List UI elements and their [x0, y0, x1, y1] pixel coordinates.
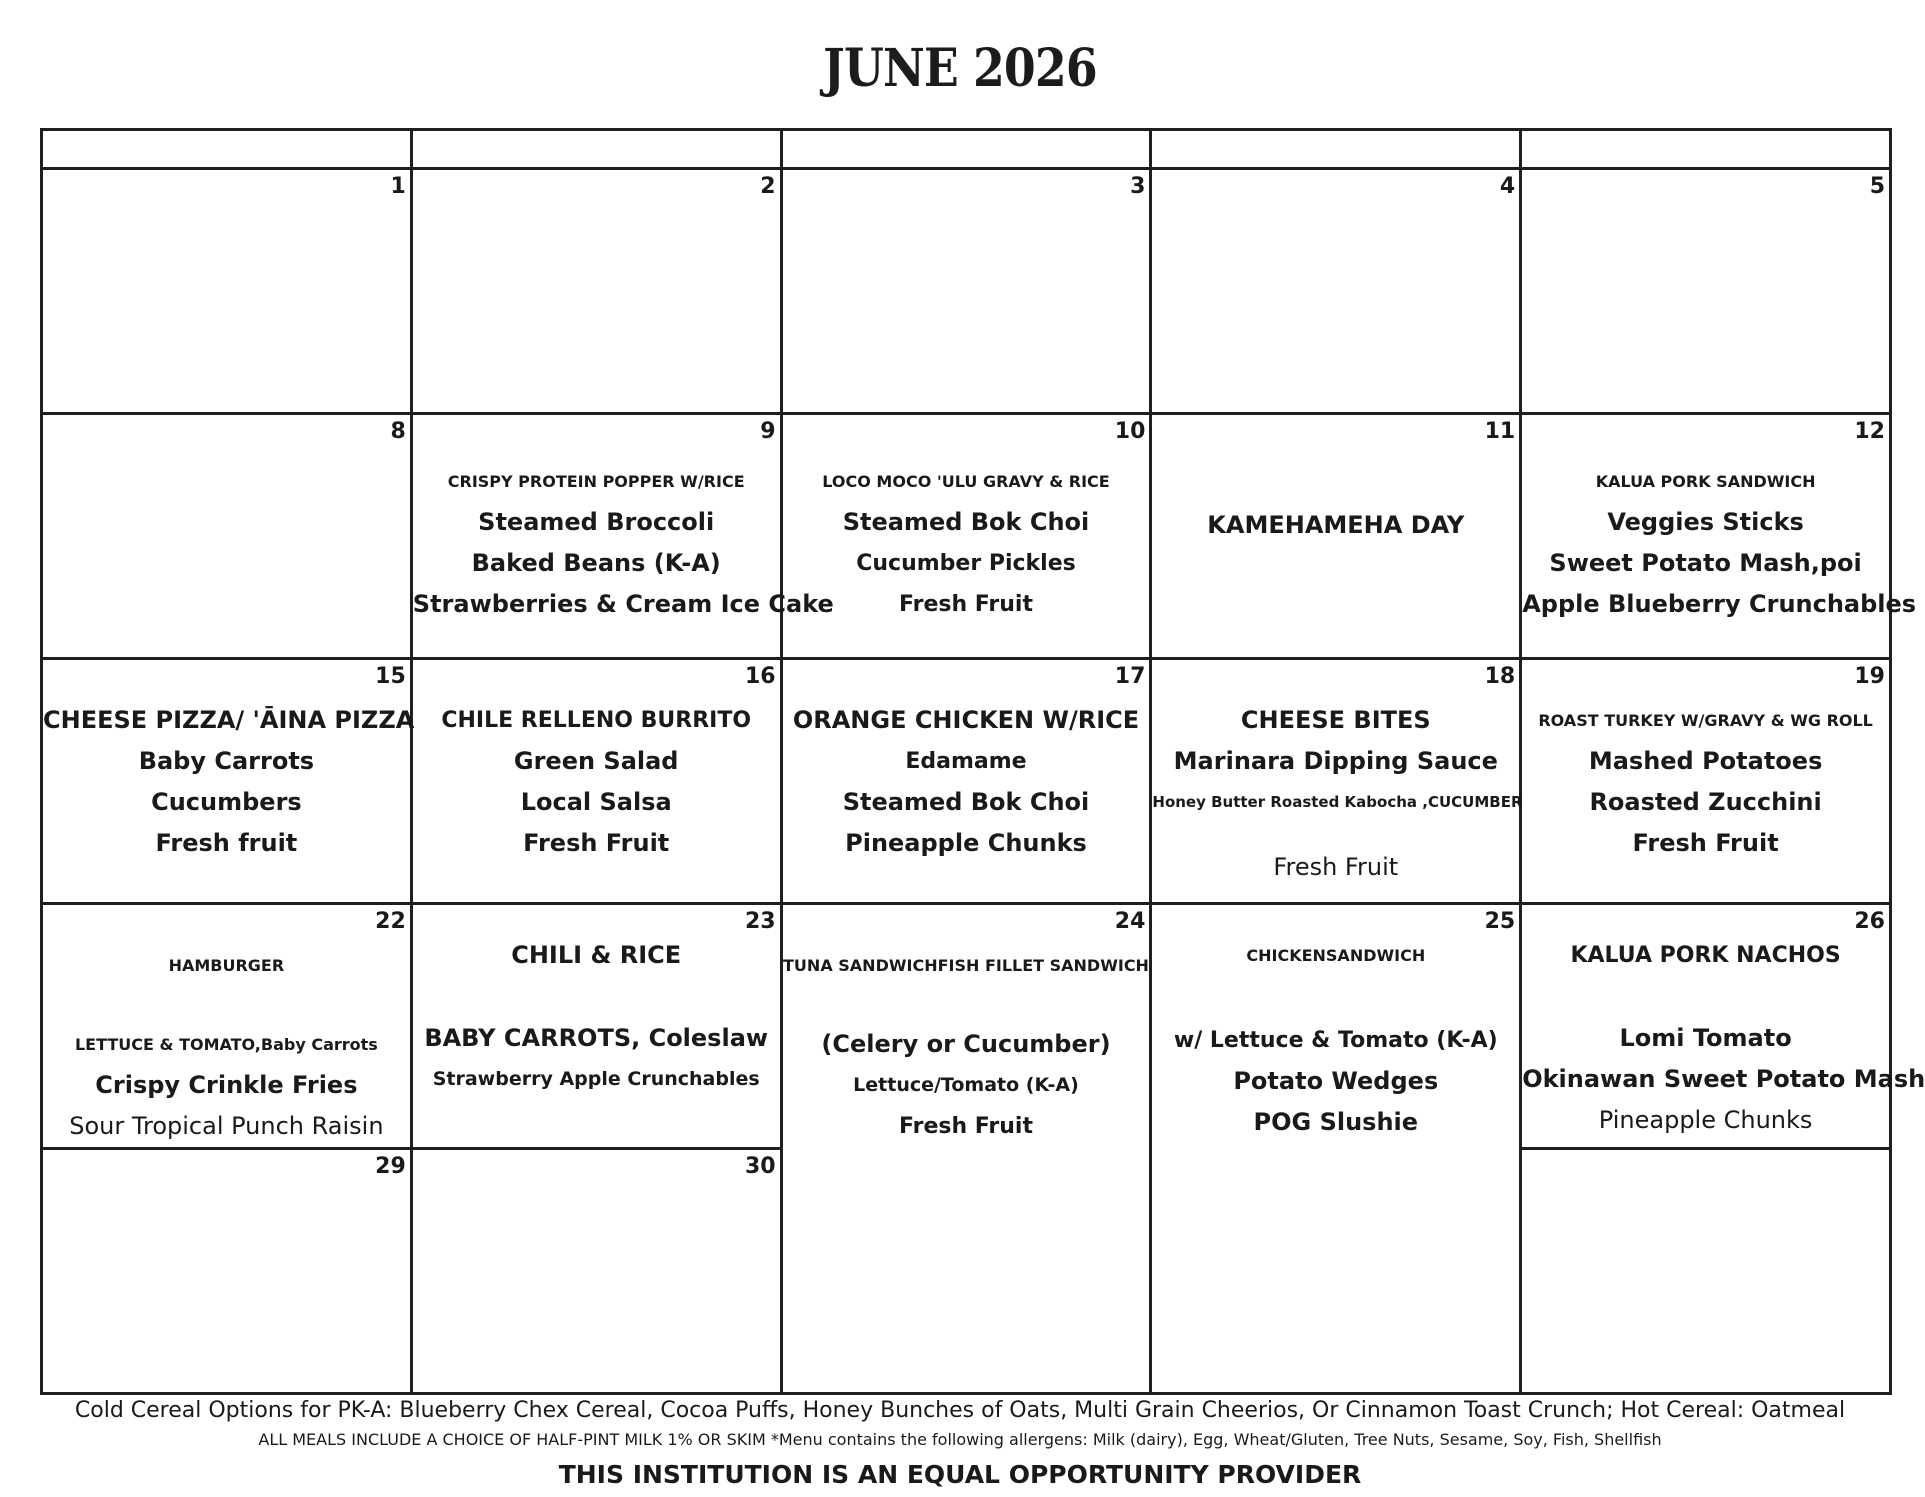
menu-item: Marinara Dipping Sauce	[1173, 747, 1498, 775]
day-number: 24	[1114, 909, 1146, 934]
menu-list	[1522, 935, 1925, 1141]
menu-item: Steamed Broccoli	[478, 508, 715, 536]
menu-item: LETTUCE & TOMATO,Baby Carrots	[74, 1035, 378, 1054]
menu-item: Pineapple Chunks	[1598, 1106, 1813, 1134]
day-cell-10	[781, 414, 1151, 659]
day-cell-empty	[1521, 1149, 1891, 1394]
weekday-header-row	[42, 130, 1891, 169]
day-number: 3	[1130, 174, 1146, 199]
day-number: 16	[744, 664, 776, 689]
day-cell-30	[411, 1149, 781, 1394]
day-cell-8	[42, 414, 412, 659]
day-cell-18	[1151, 659, 1521, 904]
menu-item: Pineapple Chunks	[845, 829, 1087, 857]
day-cell-17	[781, 659, 1151, 904]
menu-item: Okinawan Sweet Potato Mash	[1522, 1065, 1925, 1093]
menu-item: Apple Blueberry Crunchables	[1522, 590, 1917, 618]
day-number: 18	[1484, 664, 1516, 689]
day-cell-19	[1521, 659, 1891, 904]
menu-list	[1522, 700, 1889, 864]
milk-allergen-note: ALL MEALS INCLUDE A CHOICE OF HALF-PINT MILK 1% OR SKIM *Menu contains the following allergens: Milk (dairy), Egg, Wheat/Gluten, Tree Nuts, Sesame, Soy, Fish, Shellfish	[258, 1430, 1662, 1449]
menu-item: Fresh Fruit	[898, 592, 1033, 617]
weekday-header-cell	[1151, 130, 1521, 169]
menu-item: Potato Wedges	[1233, 1067, 1439, 1095]
day-cell-11	[1151, 414, 1521, 659]
menu-list	[43, 945, 410, 1147]
menu-item: Roasted Zucchini	[1589, 788, 1822, 816]
day-number: 29	[375, 1154, 406, 1179]
menu-list	[413, 935, 780, 1100]
day-number: 11	[1484, 419, 1516, 444]
menu-item: Strawberries & Cream Ice Cake	[412, 590, 834, 618]
day-cell-25	[1151, 904, 1521, 1394]
menu-item: Green Salad	[513, 747, 679, 775]
weekday-header-cell	[411, 130, 781, 169]
menu-item: Lomi Tomato	[1619, 1024, 1792, 1052]
menu-item: Fresh Fruit	[1632, 829, 1779, 857]
day-number: 5	[1869, 174, 1885, 199]
menu-item: Lettuce/Tomato (K-A)	[853, 1074, 1079, 1096]
week-row	[42, 169, 1891, 414]
menu-list	[43, 700, 415, 864]
day-cell-5	[1521, 169, 1891, 414]
menu-item: Cucumbers	[151, 788, 302, 816]
menu-list	[413, 700, 780, 864]
menu-list	[783, 700, 1150, 864]
menu-item: Edamame	[905, 749, 1027, 774]
menu-item: POG Slushie	[1253, 1108, 1419, 1136]
menu-item: Sweet Potato Mash,poi	[1549, 549, 1862, 577]
day-number: 9	[760, 419, 776, 444]
day-number: 23	[744, 909, 776, 934]
menu-list	[1152, 700, 1523, 888]
menu-item: w/ Lettuce & Tomato (K-A)	[1173, 1028, 1498, 1053]
menu-list	[1152, 935, 1519, 1143]
menu-entree: CHEESE PIZZA/ 'ĀINA PIZZA	[43, 706, 415, 734]
week-row	[42, 414, 1891, 659]
day-cell-3	[781, 169, 1151, 414]
menu-entree: KALUA PORK SANDWICH	[1595, 472, 1816, 491]
menu-entree: CHICKENSANDWICH	[1246, 946, 1426, 965]
equal-opportunity-note: THIS INSTITUTION IS AN EQUAL OPPORTUNITY PROVIDER	[558, 1460, 1362, 1489]
week-row	[42, 659, 1891, 904]
menu-item: Fresh fruit	[155, 829, 298, 857]
day-number: 15	[375, 664, 406, 689]
menu-item: Baby Carrots	[138, 747, 315, 775]
menu-item: Local Salsa	[520, 788, 672, 816]
menu-item: Steamed Bok Choi	[842, 788, 1090, 816]
menu-entree: CHILI & RICE	[511, 941, 682, 969]
menu-item: Strawberry Apple Crunchables	[432, 1068, 760, 1090]
cereal-options-note: Cold Cereal Options for PK-A: Blueberry Chex Cereal, Cocoa Puffs, Honey Bunches of Oats, Multi Grain Cheerios, Or Cinnamon Toast Crunch; Hot Cereal: Oatmeal	[74, 1398, 1846, 1423]
day-cell-24	[781, 904, 1151, 1394]
day-cell-16	[411, 659, 781, 904]
weekday-header-cell	[781, 130, 1151, 169]
menu-item: Fresh Fruit	[898, 1114, 1033, 1139]
menu-item: (Celery or Cucumber)	[821, 1030, 1111, 1058]
day-number: 22	[375, 909, 406, 934]
menu-item: Crispy Crinkle Fries	[95, 1071, 358, 1099]
page-title: JUNE 2026	[823, 38, 1097, 99]
menu-item: Veggies Sticks	[1607, 508, 1804, 536]
day-cell-12	[1521, 414, 1917, 659]
day-number: 12	[1854, 419, 1885, 444]
day-number: 8	[390, 419, 406, 444]
menu-entree: ROAST TURKEY W/GRAVY & WG ROLL	[1538, 711, 1873, 730]
menu-list	[412, 461, 834, 625]
menu-item: Cucumber Pickles	[856, 551, 1076, 576]
day-number: 30	[744, 1154, 776, 1179]
day-cell-2	[411, 169, 781, 414]
day-cell-15	[42, 659, 415, 904]
day-cell-26	[1521, 904, 1925, 1149]
menu-item: Baked Beans (K-A)	[471, 549, 721, 577]
day-cell-22	[42, 904, 412, 1149]
holiday-label: KAMEHAMEHA DAY	[1207, 511, 1465, 539]
menu-entree: TUNA SANDWICHFISH FILLET SANDWICH	[783, 956, 1149, 975]
menu-entree: HAMBURGER	[168, 956, 285, 975]
day-cell-29	[42, 1149, 412, 1394]
menu-item: Fresh Fruit	[523, 829, 670, 857]
menu-list	[783, 945, 1150, 1147]
day-cell-4	[1151, 169, 1521, 414]
menu-item: Fresh Fruit	[1273, 853, 1399, 881]
day-number: 17	[1114, 664, 1146, 689]
menu-item: Steamed Bok Choi	[842, 508, 1090, 536]
menu-entree: CHEESE BITES	[1240, 706, 1431, 734]
menu-list	[783, 461, 1150, 625]
menu-item: Mashed Potatoes	[1588, 747, 1823, 775]
menu-entree: LOCO MOCO 'ULU GRAVY & RICE	[822, 472, 1110, 491]
menu-item: Honey Butter Roasted Kabocha ,CUCUMBER	[1152, 793, 1523, 811]
day-cell-23	[411, 904, 781, 1149]
day-cell-9	[411, 414, 834, 659]
day-number: 4	[1499, 174, 1516, 199]
weekday-header-cell	[42, 130, 412, 169]
day-number: 25	[1484, 909, 1516, 934]
menu-entree: CHILE RELLENO BURRITO	[441, 708, 752, 733]
day-cell-1	[42, 169, 412, 414]
menu-item: BABY CARROTS, Coleslaw	[424, 1024, 769, 1052]
week-row	[42, 904, 1891, 1149]
menu-entree: CRISPY PROTEIN POPPER W/RICE	[447, 472, 745, 491]
day-number: 1	[390, 174, 406, 199]
day-number: 19	[1854, 664, 1885, 689]
weekday-header-cell	[1521, 130, 1891, 169]
day-number: 2	[760, 174, 776, 199]
menu-list	[1152, 505, 1519, 546]
menu-entree: ORANGE CHICKEN W/RICE	[792, 706, 1140, 734]
menu-entree: KALUA PORK NACHOS	[1570, 943, 1841, 968]
day-number: 10	[1114, 419, 1146, 444]
day-number: 26	[1854, 909, 1885, 934]
calendar-grid	[40, 128, 1925, 1395]
menu-item: Sour Tropical Punch Raisin	[69, 1112, 384, 1140]
menu-list	[1522, 461, 1917, 625]
